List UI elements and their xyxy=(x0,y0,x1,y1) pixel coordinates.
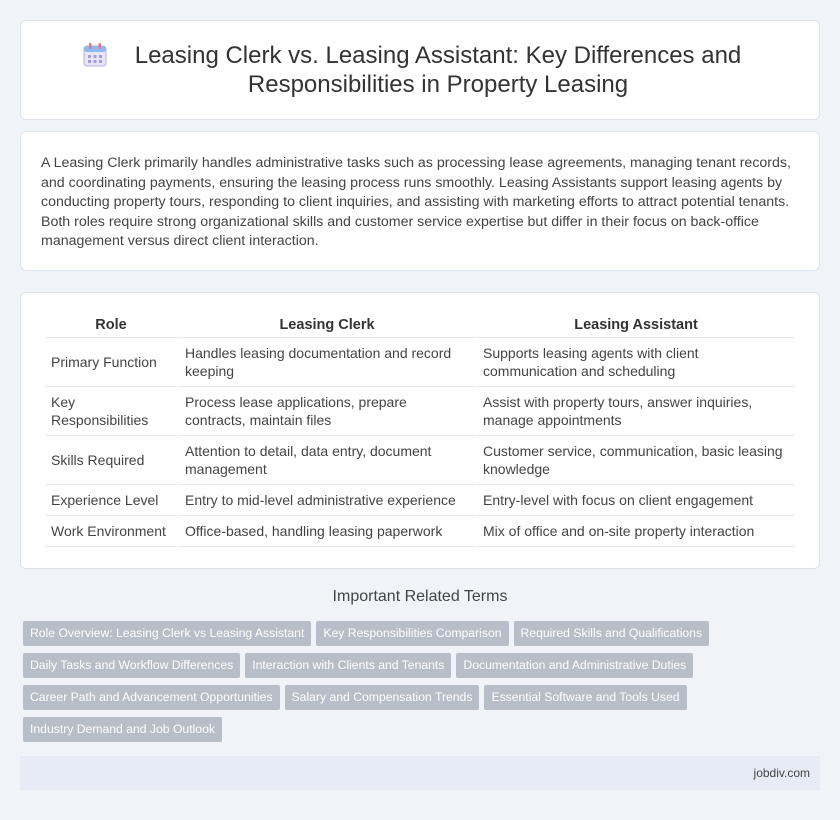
table-row xyxy=(45,485,795,516)
table-row xyxy=(45,516,795,547)
table-header-row xyxy=(45,313,795,338)
table-cell: Office-based, handling leasing paperwork xyxy=(179,516,475,547)
table-cell: Key Responsibilities xyxy=(45,387,177,436)
calendar-icon xyxy=(82,42,108,68)
header-card xyxy=(20,20,820,120)
related-term-tag[interactable]: Essential Software and Tools Used xyxy=(484,685,686,710)
comparison-table xyxy=(43,313,797,547)
footer xyxy=(20,756,820,790)
table-cell: Handles leasing documentation and record keeping xyxy=(179,338,475,387)
table-cell: Work Environment xyxy=(45,516,177,547)
related-term-tag[interactable]: Daily Tasks and Workflow Differences xyxy=(23,653,240,678)
related-term-tag[interactable]: Documentation and Administrative Duties xyxy=(456,653,693,678)
related-term-tag[interactable]: Industry Demand and Job Outlook xyxy=(23,717,222,742)
table-cell: Assist with property tours, answer inquiries, manage appointments xyxy=(477,387,795,436)
table-row xyxy=(45,338,795,387)
related-terms-list xyxy=(23,621,823,749)
footer-site-link[interactable]: jobdiv.com xyxy=(753,766,810,780)
related-term-tag[interactable]: Role Overview: Leasing Clerk vs Leasing Assistant xyxy=(23,621,311,646)
intro-card xyxy=(20,131,820,271)
column-header: Leasing Clerk xyxy=(179,313,475,338)
related-term-tag[interactable]: Required Skills and Qualifications xyxy=(514,621,710,646)
related-term-tag[interactable]: Career Path and Advancement Opportunities xyxy=(23,685,280,710)
table-cell: Mix of office and on-site property interaction xyxy=(477,516,795,547)
table-cell: Experience Level xyxy=(45,485,177,516)
page-title: Leasing Clerk vs. Leasing Assistant: Key Differences and Responsibilities in Property Leasing xyxy=(134,42,742,98)
table-cell: Primary Function xyxy=(45,338,177,387)
related-term-tag[interactable]: Salary and Compensation Trends xyxy=(285,685,480,710)
table-cell: Customer service, communication, basic leasing knowledge xyxy=(477,436,795,485)
intro-text: A Leasing Clerk primarily handles administrative tasks such as processing lease agreements, managing tenant records, and coordinating payments, ensuring the leasing process runs smoothly. Leasing Assistants support leasing agents by conducting property tours, responding to client inquiries, and assisting with marketing efforts to attract potential tenants. Both roles require strong organizational skills and customer service expertise but differ in their focus on back-office management versus direct client interaction. xyxy=(41,155,791,249)
table-row xyxy=(45,387,795,436)
comparison-card xyxy=(20,292,820,569)
table-cell: Attention to detail, data entry, document management xyxy=(179,436,475,485)
table-cell: Skills Required xyxy=(45,436,177,485)
column-header: Role xyxy=(45,313,177,338)
table-cell: Entry-level with focus on client engagement xyxy=(477,485,795,516)
related-term-tag[interactable]: Interaction with Clients and Tenants xyxy=(245,653,451,678)
table-cell: Supports leasing agents with client communication and scheduling xyxy=(477,338,795,387)
related-term-tag[interactable]: Key Responsibilities Comparison xyxy=(316,621,508,646)
column-header: Leasing Assistant xyxy=(477,313,795,338)
table-cell: Entry to mid-level administrative experience xyxy=(179,485,475,516)
related-terms-title: Important Related Terms xyxy=(332,588,508,605)
table-cell: Process lease applications, prepare contracts, maintain files xyxy=(179,387,475,436)
table-row xyxy=(45,436,795,485)
